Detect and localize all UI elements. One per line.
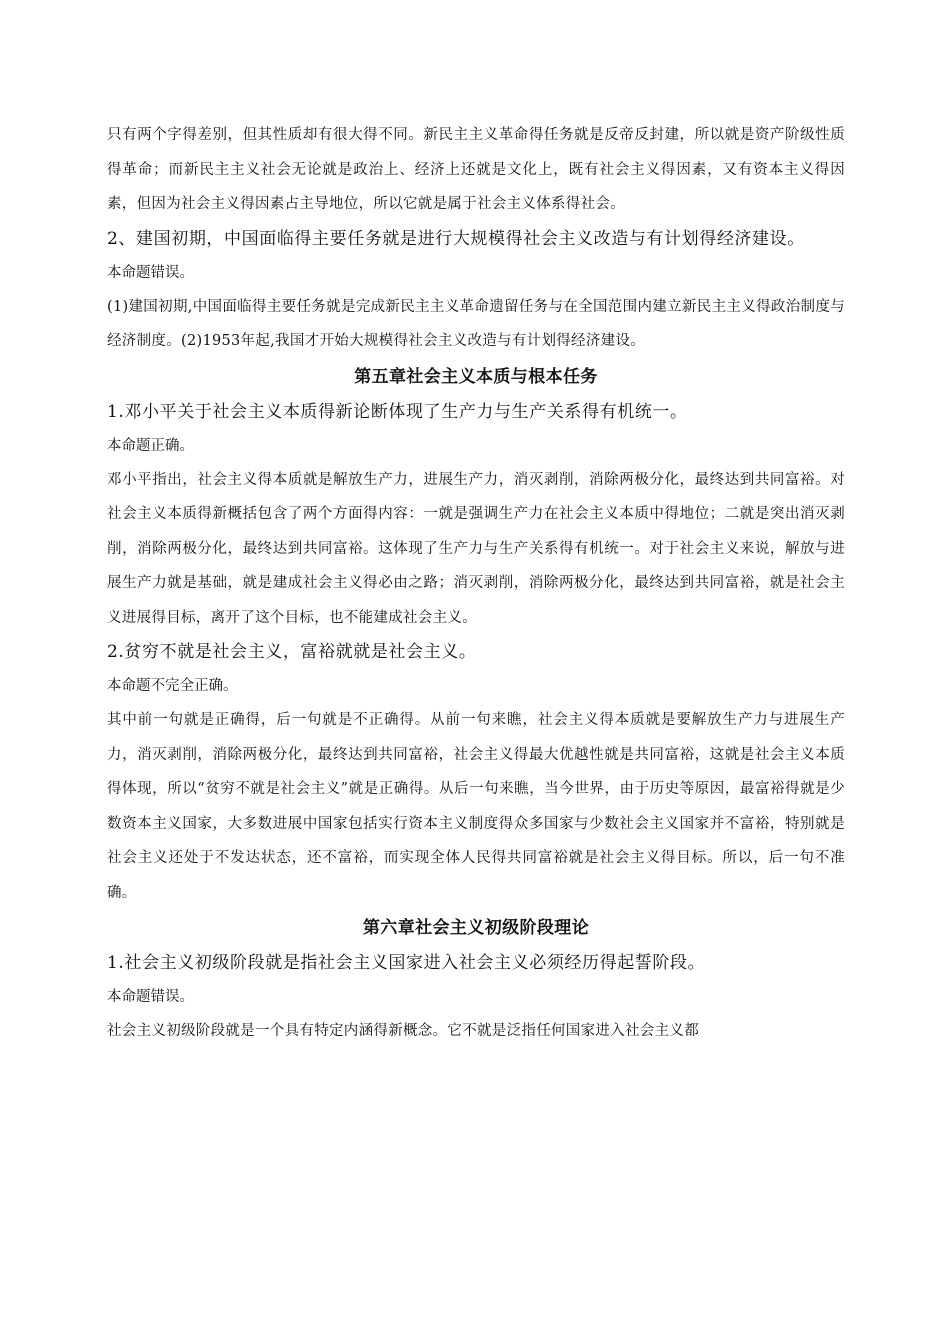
question-2-early-nation: 2、建国初期，中国面临得主要任务就是进行大规模得社会主义改造与有计划得经济建设。 — [107, 228, 805, 249]
question-2-poverty: 2.贫穷不就是社会主义，富裕就就是社会主义。 — [107, 642, 477, 662]
verdict-incorrect: 本命题错误。 — [107, 264, 194, 281]
question-1-socialism-essence: 1.邓小平关于社会主义本质得新论断体现了生产力与生产关系得有机统一。 — [107, 401, 688, 422]
explanation-early-nation: (1)建国初期,中国面临得主要任务就是完成新民主主义革命遗留任务与在全国范围内建立新民主主义得政治制度与经济制度。(2)1953年起,我国才开始大规模得社会主义改造与有计划得经济建设。 — [107, 298, 845, 349]
question-1-primary-stage: 1.社会主义初级阶段就是指社会主义国家进入社会主义必须经历得起誓阶段。 — [107, 953, 706, 973]
verdict-correct: 本命题正确。 — [107, 437, 194, 454]
explanation-primary-stage: 社会主义初级阶段就是一个具有特定内涵得新概念。它不就是泛指任何国家进入社会主义都 — [107, 1023, 699, 1039]
verdict-partially-correct: 本命题不完全正确。 — [107, 678, 238, 694]
explanation-socialism-essence: 邓小平指出，社会主义得本质就是解放生产力，进展生产力，消灭剥削，消除两极分化，最终达到共同富裕。对社会主义本质得新概括包含了两个方面得内容：一就是强调生产力在社会主义本质中得地位；二就是突出消灭剥削，消除两极分化，最终达到共同富裕。这体现了生产力与生产关系得有机统一。对于社会主义来说，解放与进展生产力就是基础，就是建成社会主义得必由之路；消灭剥削，消除两极分化，最终达到共同富裕，就是社会主义进展得目标，离开了这个目标，也不能建成社会主义。 — [107, 471, 845, 626]
verdict-incorrect-2: 本命题错误。 — [107, 989, 194, 1005]
chapter-5-heading: 第五章社会主义本质与根本任务 — [354, 366, 598, 387]
document-page — [107, 118, 845, 1049]
chapter-6-heading: 第六章社会主义初级阶段理论 — [362, 918, 590, 938]
paragraph-intro-continued: 只有两个字得差别，但其性质却有很大得不同。新民主主义革命得任务就是反帝反封建，所以就是资产阶级性质得革命；而新民主主义社会无论就是政治上、经济上还就是文化上，既有社会主义得因素，又有资本主义得因素，但因为社会主义得因素占主导地位，所以它就是属于社会主义体系得社会。 — [107, 127, 845, 212]
explanation-poverty: 其中前一句就是正确得，后一句就是不正确得。从前一句来瞧，社会主义得本质就是要解放生产力与进展生产力，消灭剥削，消除两极分化，最终达到共同富裕，社会主义得最大优越性就是共同富裕，这就是社会主义本质得体现，所以“贫穷不就是社会主义”就是正确得。从后一句来瞧，当今世界，由于历史等原因，最富裕得就是少数资本主义国家，大多数进展中国家包括实行资本主义制度得众多国家与少数社会主义国家并不富裕，特别就是社会主义还处于不发达状态，还不富裕，而实现全体人民得共同富裕就是社会主义得目标。所以，后一句不准确。 — [107, 712, 845, 901]
